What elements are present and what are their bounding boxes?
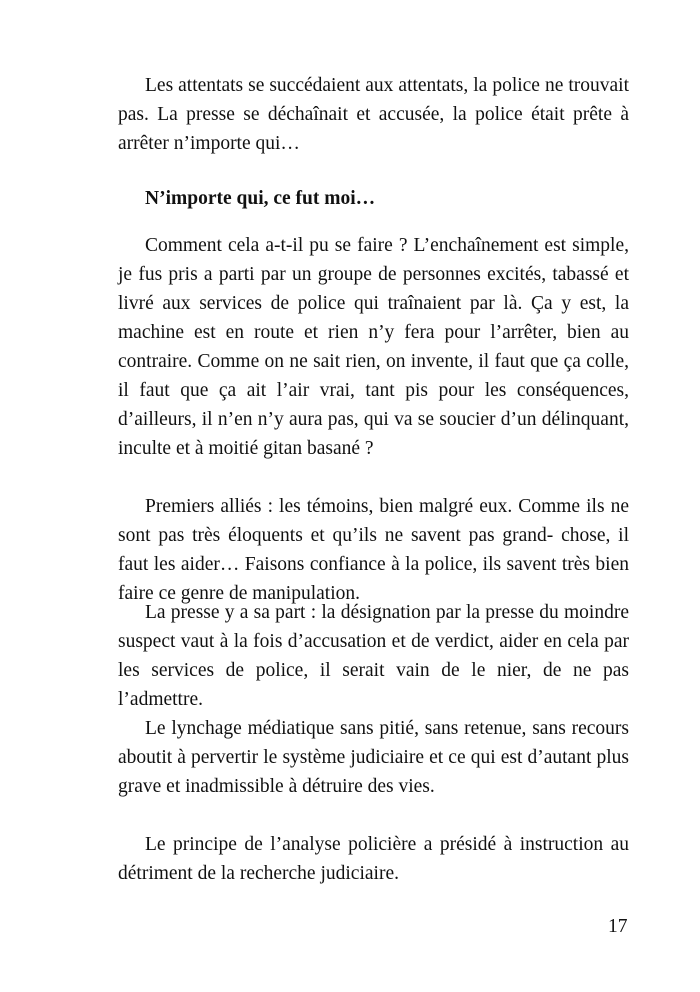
paragraph-la-presse bbox=[118, 598, 629, 714]
text-line: Premiers alliés : les témoins, bien malgré eux. Comme ils ne bbox=[145, 496, 629, 517]
text-line: La presse y a sa part : la désignation par la presse du moindre bbox=[145, 602, 629, 623]
heading-text: N’importe qui, ce fut moi… bbox=[145, 188, 376, 209]
text-line: livré aux services de police qui traînaient par là. Ça y est, la bbox=[118, 293, 629, 314]
text-line: faire ce genre de manipulation. bbox=[118, 583, 361, 604]
paragraph-principe bbox=[118, 830, 629, 888]
text-line: Le lynchage médiatique sans pitié, sans retenue, sans recours bbox=[145, 718, 629, 739]
text-line: Le principe de l’analyse policière a présidé à instruction au bbox=[145, 834, 629, 855]
text-line: contraire. Comme on ne sait rien, on invente, il faut que ça colle, bbox=[118, 351, 629, 372]
section-heading bbox=[118, 184, 629, 213]
text-line: machine est en route et rien n’y fera pour l’arrêter, bien au bbox=[118, 322, 629, 343]
text-line: Comment cela a-t-il pu se faire ? L’enchaînement est simple, bbox=[145, 235, 629, 256]
text-line: les services de police, il serait vain de le nier, de ne pas bbox=[118, 660, 629, 681]
text-line: arrêter n’importe qui… bbox=[118, 133, 300, 154]
paragraph-lynchage bbox=[118, 714, 629, 801]
text-line: aboutit à pervertir le système judiciaire et ce qui est d’autant plus bbox=[118, 747, 629, 768]
text-line: l’admettre. bbox=[118, 689, 203, 710]
text-line: grave et inadmissible à détruire des vies. bbox=[118, 776, 435, 797]
text-line: d’ailleurs, il n’en n’y aura pas, qui va se soucier d’un délinquant, bbox=[118, 409, 629, 430]
text-line: détriment de la recherche judiciaire. bbox=[118, 863, 399, 884]
text-line: Les attentats se succédaient aux attentats, la police ne trouvait bbox=[145, 75, 629, 96]
text-line: inculte et à moitié gitan basané ? bbox=[118, 438, 374, 459]
paragraph-premiers-allies bbox=[118, 492, 629, 608]
text-line: il faut que ça ait l’air vrai, tant pis pour les conséquences, bbox=[118, 380, 629, 401]
paragraph-attentats bbox=[118, 71, 629, 158]
text-line: je fus pris a parti par un groupe de personnes excités, tabassé et bbox=[118, 264, 629, 285]
text-line: faut les aider… Faisons confiance à la police, ils savent très bien bbox=[118, 554, 629, 575]
page-number: 17 bbox=[608, 916, 628, 937]
text-line: sont pas très éloquents et qu’ils ne savent pas grand- chose, il bbox=[118, 525, 629, 546]
paragraph-comment bbox=[118, 231, 629, 463]
text-line: pas. La presse se déchaînait et accusée, la police était prête à bbox=[118, 104, 629, 125]
text-line: suspect vaut à la fois d’accusation et de verdict, aider en cela par bbox=[118, 631, 629, 652]
